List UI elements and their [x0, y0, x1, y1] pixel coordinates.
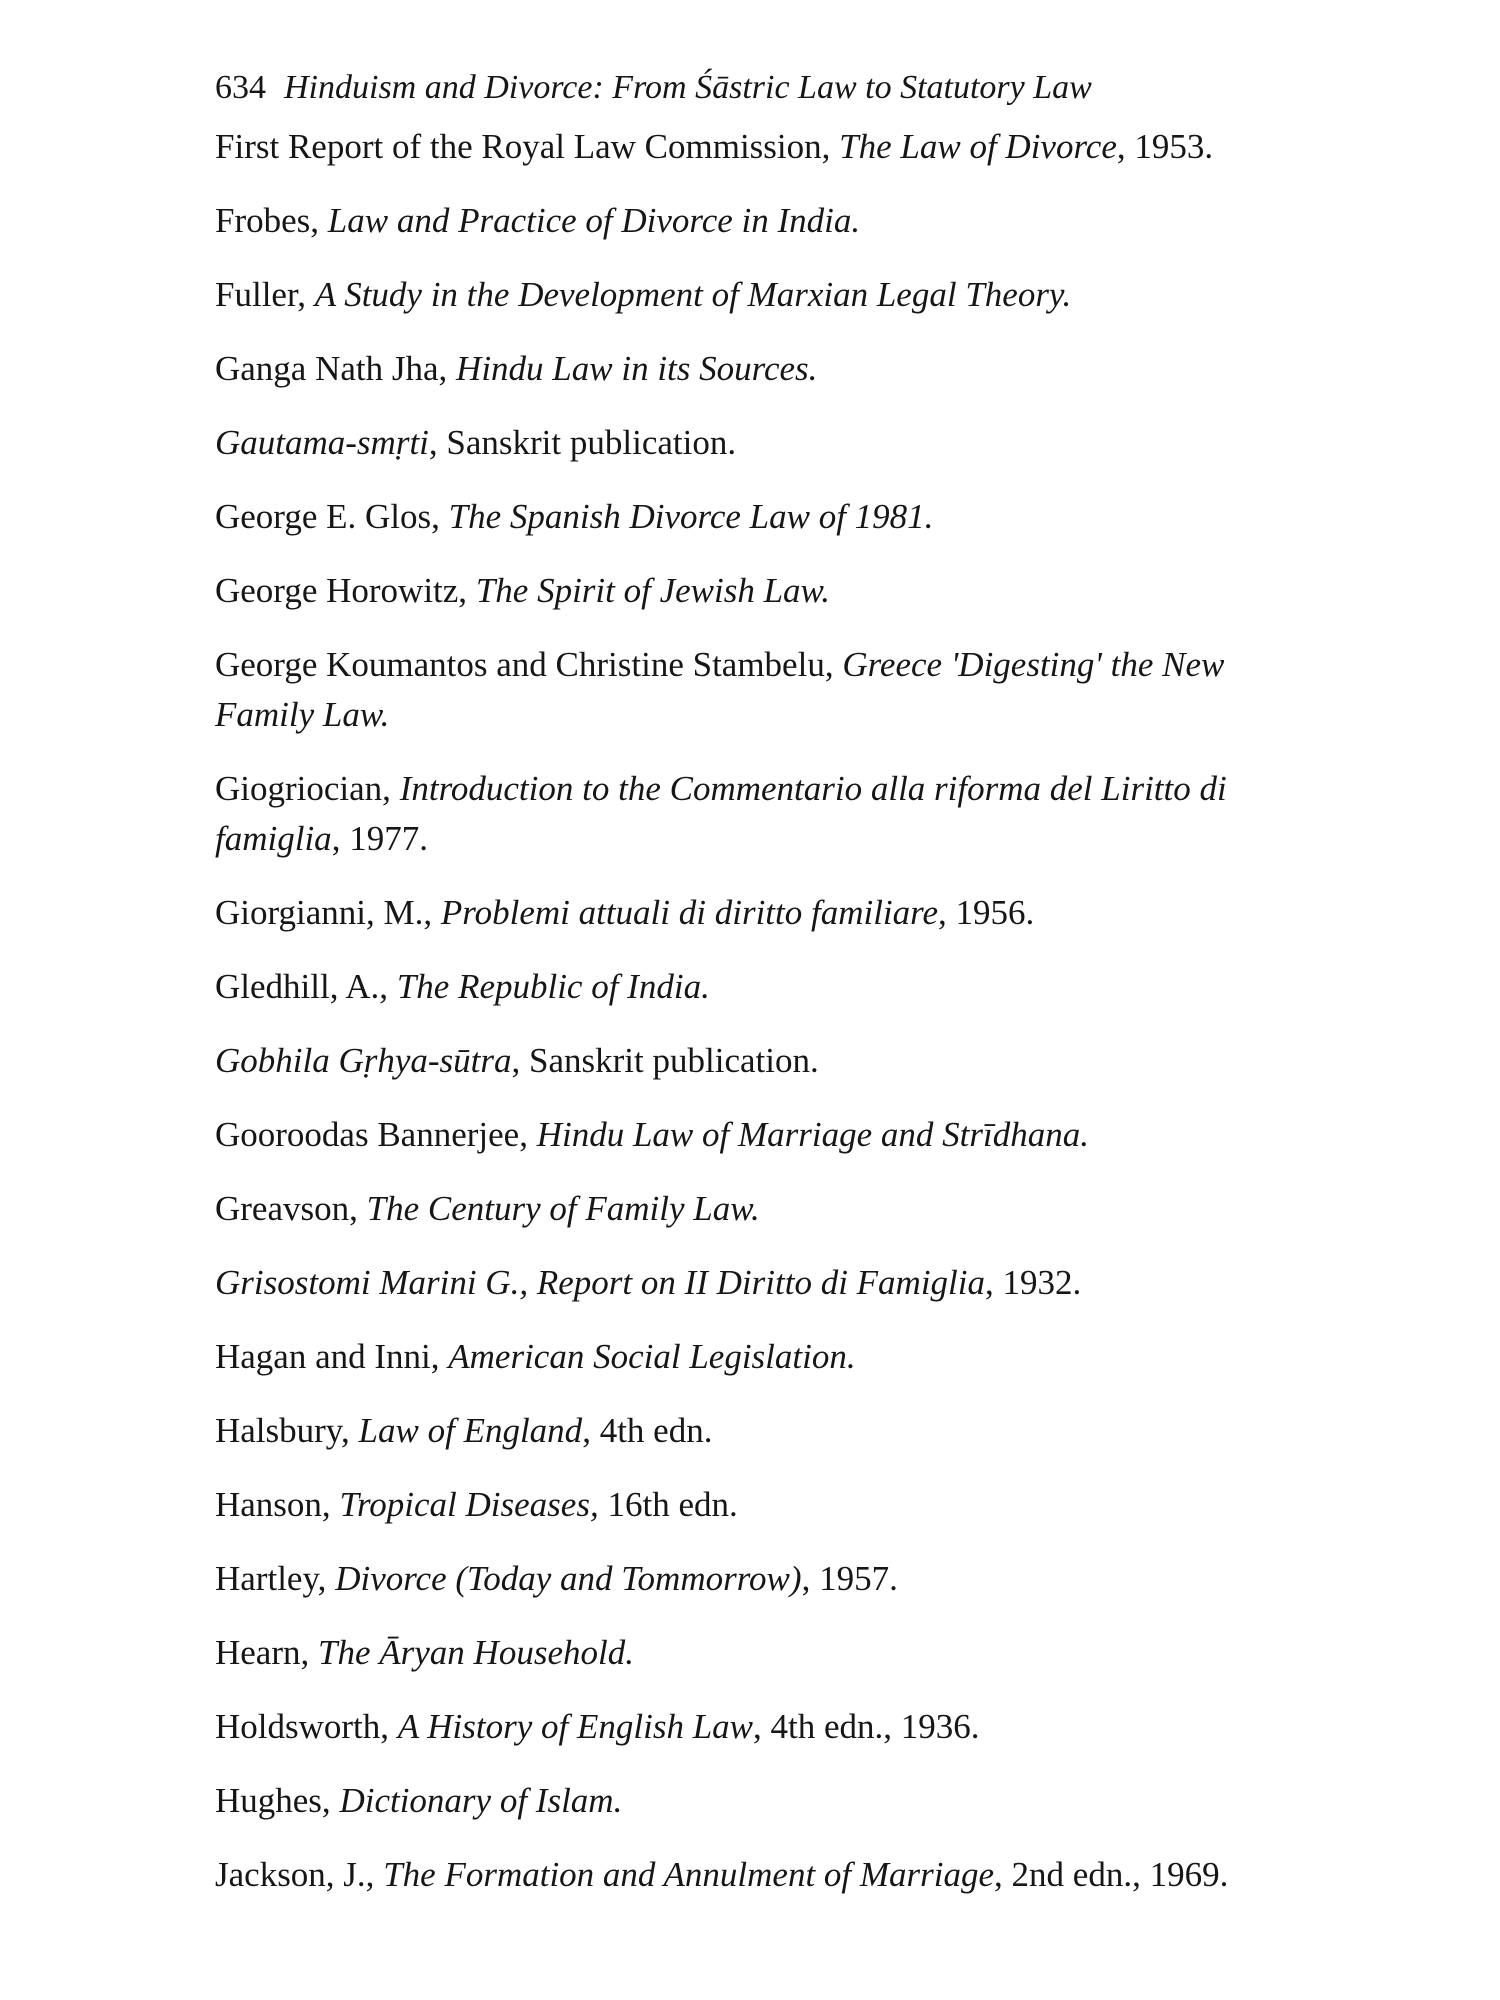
entry-author: Hughes, [215, 1781, 340, 1820]
entry-details: , 1957. [801, 1559, 898, 1598]
bibliography-entry [215, 1480, 1305, 1530]
entry-author: Halsbury, [215, 1411, 359, 1450]
running-head [215, 62, 1305, 114]
entry-work: Introduction to the Commentario alla riforma del Liritto di famiglia [215, 769, 1227, 858]
entry-author: First Report of the Royal Law Commission, [215, 127, 840, 166]
entry-work: Gobhila Gṛhya-sūtra [215, 1041, 512, 1080]
entry-author: Hartley, [215, 1559, 336, 1598]
bibliography-entry [215, 962, 1305, 1012]
entry-details: , 4th edn. [582, 1411, 713, 1450]
entry-work: Grisostomi Marini G., Report on II Diritto di Famiglia [215, 1263, 985, 1302]
entry-author: Holdsworth, [215, 1707, 398, 1746]
entry-work: Greece 'Digesting' the New Family Law. [215, 645, 1225, 734]
entry-author: Hagan and Inni, [215, 1337, 449, 1376]
bibliography-entry [215, 1184, 1305, 1234]
entry-details: , 1953. [1116, 127, 1214, 166]
entry-work: Law and Practice of Divorce in India. [327, 201, 861, 240]
bibliography-entry [215, 1258, 1305, 1308]
entry-work: The Spirit of Jewish Law. [475, 571, 831, 610]
entry-work: Hindu Law of Marriage and Strīdhana. [536, 1115, 1089, 1154]
entry-work: Divorce (Today and Tommorrow) [335, 1559, 802, 1598]
bibliography-entry [215, 1406, 1305, 1456]
entry-details: , 1932. [985, 1263, 1082, 1302]
entry-work: The Āryan Household. [318, 1633, 634, 1672]
entry-author: Frobes, [215, 201, 328, 240]
bibliography-entry [215, 1702, 1305, 1752]
entry-details: , 1977. [331, 819, 428, 858]
bibliography-entry [215, 1850, 1305, 1900]
entry-work: The Century of Family Law. [366, 1189, 760, 1228]
entry-author: Hanson, [215, 1485, 340, 1524]
entry-work: Dictionary of Islam. [339, 1781, 623, 1820]
entry-author: George Koumantos and Christine Stambelu, [215, 645, 843, 684]
entry-author: Ganga Nath Jha, [215, 349, 457, 388]
book-page [215, 62, 1305, 1924]
entry-author: George E. Glos, [215, 497, 449, 536]
entry-author: Hearn, [215, 1633, 319, 1672]
bibliography-entry [215, 1554, 1305, 1604]
entry-work: A History of English Law [397, 1707, 754, 1746]
entry-details: 16th edn. [598, 1485, 738, 1524]
entry-author: Gooroodas Bannerjee, [215, 1115, 537, 1154]
entry-details: , 4th edn., 1936. [753, 1707, 980, 1746]
entry-work: The Spanish Divorce Law of 1981. [448, 497, 934, 536]
bibliography-entry [215, 1628, 1305, 1678]
entry-details: , 2nd edn., 1969. [994, 1855, 1229, 1894]
page-number: 634 [215, 69, 266, 106]
bibliography-entry [215, 888, 1305, 938]
entry-work: Gautama-smṛti [215, 423, 429, 462]
bibliography-entry [215, 418, 1305, 468]
bibliography-entry [215, 1332, 1305, 1382]
entry-author: George Horowitz, [215, 571, 476, 610]
entry-work: The Law of Divorce [839, 127, 1117, 166]
entry-work: Tropical Diseases, [339, 1485, 599, 1524]
bibliography-entry [215, 640, 1305, 740]
running-title: Hinduism and Divorce: From Śāstric Law to Statutory Law [284, 69, 1092, 106]
bibliography-entry [215, 566, 1305, 616]
bibliography-entry [215, 196, 1305, 246]
bibliography-entry [215, 1110, 1305, 1160]
entry-author: Greavson, [215, 1189, 367, 1228]
entry-author: Giorgianni, M., [215, 893, 441, 932]
entry-work: The Republic of India. [396, 967, 710, 1006]
entry-author: Gledhill, A., [215, 967, 397, 1006]
bibliography-entry [215, 764, 1305, 864]
entry-work: Hindu Law in its Sources. [456, 349, 818, 388]
entry-details: , Sanskrit publication. [511, 1041, 819, 1080]
bibliography-entry [215, 1036, 1305, 1086]
entry-work: Law of England [358, 1411, 583, 1450]
entry-details: , 1956. [938, 893, 1035, 932]
bibliography-entry [215, 1776, 1305, 1826]
bibliography-entry [215, 344, 1305, 394]
entry-details: , Sanskrit publication. [428, 423, 737, 462]
bibliography-entry [215, 270, 1305, 320]
entry-author: Giogriocian, [215, 769, 400, 808]
bibliography-list [215, 122, 1305, 1900]
entry-work: A Study in the Development of Marxian Legal Theory. [314, 275, 1072, 314]
bibliography-entry [215, 492, 1305, 542]
entry-work: The Formation and Annulment of Marriage [383, 1855, 995, 1894]
entry-work: American Social Legislation. [448, 1337, 856, 1376]
bibliography-entry [215, 122, 1305, 172]
entry-work: Problemi attuali di diritto familiare [440, 893, 939, 932]
entry-author: Jackson, J., [215, 1855, 384, 1894]
entry-author: Fuller, [215, 275, 315, 314]
